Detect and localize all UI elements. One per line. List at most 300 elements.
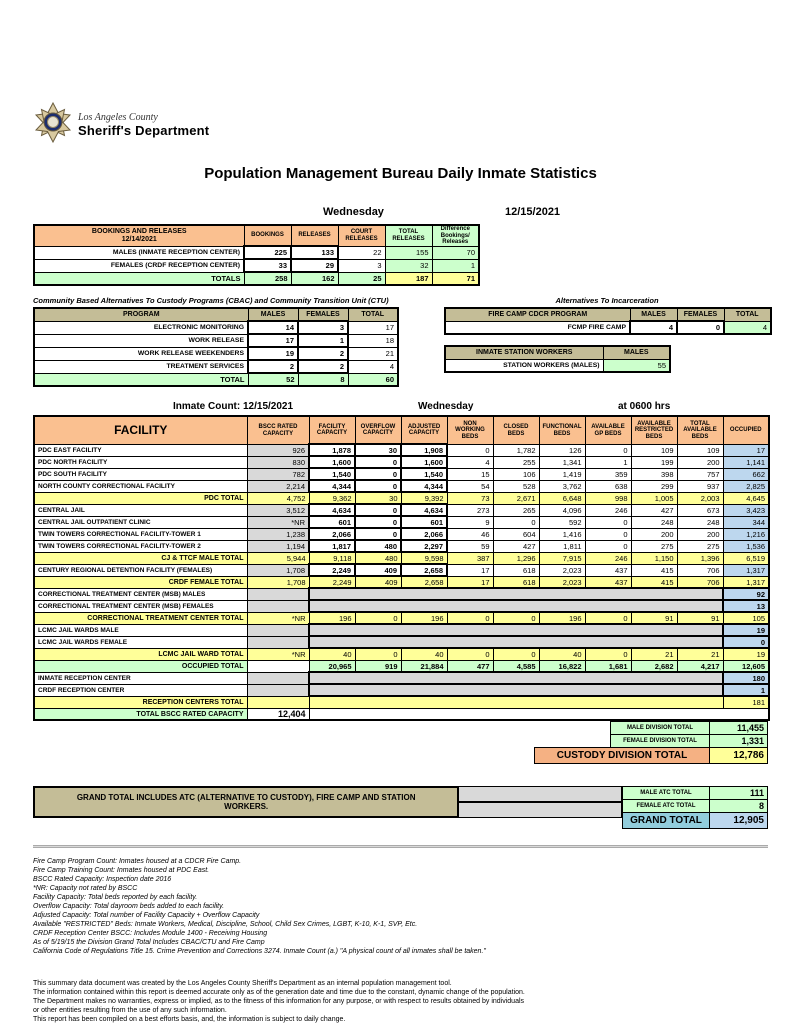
table-cell: 926 <box>247 444 309 456</box>
table-row <box>535 735 768 748</box>
table-cell: 0 <box>585 516 631 528</box>
table-cell <box>247 636 309 648</box>
table-cell: 427 <box>631 504 677 516</box>
table-cell: 4,634 <box>401 504 447 516</box>
col-occupied: OCCUPIED <box>723 416 769 444</box>
table-cell: 4 <box>724 321 771 334</box>
table-cell: 3,423 <box>723 504 769 516</box>
table-cell: 12,786 <box>710 748 768 764</box>
table-cell: 0 <box>447 648 493 660</box>
table-cell: CRDF RECEPTION CENTER <box>34 684 247 696</box>
table-cell: FCMP FIRE CAMP <box>445 321 630 334</box>
table-cell: LCMC JAIL WARD TOTAL <box>34 648 247 660</box>
table-cell: 480 <box>355 540 401 552</box>
table-cell: 3 <box>338 259 385 272</box>
table-cell: 11,455 <box>710 722 768 735</box>
col-inmate-station-workers: INMATE STATION WORKERS <box>445 346 603 359</box>
bookings-title-cell <box>34 225 244 246</box>
table-cell: CORRECTIONAL TREATMENT CENTER (MSB) MALES <box>34 588 247 600</box>
table-cell: 1,817 <box>309 540 355 552</box>
table-row <box>34 468 769 480</box>
table-cell: 30 <box>355 492 401 504</box>
table-cell: 1,708 <box>247 576 309 588</box>
table-cell: 258 <box>244 272 291 285</box>
table-cell: 4,634 <box>309 504 355 516</box>
table-cell: CENTRAL JAIL <box>34 504 247 516</box>
table-cell: 1,150 <box>631 552 677 564</box>
table-cell: 1,540 <box>401 468 447 480</box>
table-cell: CJ & TTCF MALE TOTAL <box>34 552 247 564</box>
alternatives-section <box>444 286 770 373</box>
table-cell: 2 <box>298 347 348 360</box>
table-cell: 196 <box>539 612 585 624</box>
table-cell: 6,648 <box>539 492 585 504</box>
text-line: This summary data document was created by the Los Angeles County Sheriff's Department as an internal population management tool. <box>33 979 452 987</box>
table-cell: 200 <box>677 456 723 468</box>
table-cell: 22 <box>338 246 385 259</box>
table-cell: 409 <box>355 576 401 588</box>
table-cell: 111 <box>710 787 768 800</box>
table-cell: 265 <box>493 504 539 516</box>
table-cell: 13 <box>723 600 769 612</box>
table-cell: CORRECTIONAL TREATMENT CENTER TOTAL <box>34 612 247 624</box>
cbac-body <box>34 321 398 386</box>
table-row <box>34 684 769 696</box>
grand-total-section <box>33 786 768 829</box>
col-overflow-capacity: OVERFLOW CAPACITY <box>355 416 401 444</box>
table-cell: 4,585 <box>493 660 539 672</box>
table-row <box>34 444 769 456</box>
table-cell: 0 <box>493 516 539 528</box>
table-cell: 54 <box>447 480 493 492</box>
table-cell: 20,965 <box>309 660 355 672</box>
page-title: Population Management Bureau Daily Inmate Statistics <box>204 165 597 182</box>
table-cell: 3,512 <box>247 504 309 516</box>
table-row <box>34 672 769 684</box>
sheriff-star-icon <box>33 100 73 149</box>
table-cell: 17 <box>447 576 493 588</box>
table-cell: 359 <box>585 468 631 480</box>
table-cell: 19 <box>248 347 298 360</box>
table-cell: 998 <box>585 492 631 504</box>
table-cell: 7,915 <box>539 552 585 564</box>
atc-totals-table <box>622 786 768 829</box>
table-cell: 427 <box>493 540 539 552</box>
table-cell: 919 <box>355 660 401 672</box>
table-cell: 2,297 <box>401 540 447 552</box>
table-cell: 2,066 <box>309 528 355 540</box>
table-cell: 246 <box>585 504 631 516</box>
table-cell: 480 <box>355 552 401 564</box>
table-cell <box>247 696 309 708</box>
table-cell: 1 <box>298 334 348 347</box>
table-cell: 618 <box>493 564 539 576</box>
table-row <box>34 564 769 576</box>
table-cell: 0 <box>355 648 401 660</box>
col-closed-beds: CLOSED BEDS <box>493 416 539 444</box>
table-cell: 2,003 <box>677 492 723 504</box>
table-cell: 4,752 <box>247 492 309 504</box>
table-cell: 92 <box>723 588 769 600</box>
station-workers-header-row <box>445 346 670 359</box>
table-cell <box>247 624 309 636</box>
text-line: Facility Capacity: Total beds reported by each facility. <box>33 894 198 902</box>
table-cell: 673 <box>677 504 723 516</box>
text-line: or other entities resulting from the use of any such information. <box>33 1007 227 1015</box>
text-line: Available "RESTRICTED" Beds: Inmate Workers, Medical, Discipline, School, Child Sex Crimes, LGBT, K-10, K-1, SVP, Etc. <box>33 920 418 928</box>
table-cell: 3,762 <box>539 480 585 492</box>
table-cell: 196 <box>401 612 447 624</box>
table-cell: FEMALE DIVISION TOTAL <box>611 735 710 748</box>
table-cell: MALES (INMATE RECEPTION CENTER) <box>34 246 244 259</box>
table-cell: TWIN TOWERS CORRECTIONAL FACILITY-TOWER 2 <box>34 540 247 552</box>
table-row <box>34 516 769 528</box>
col-males: MALES <box>630 308 677 321</box>
table-cell: 60 <box>348 373 398 386</box>
lasd-logo <box>33 100 768 149</box>
table-cell: 40 <box>309 648 355 660</box>
logo-department: Sheriff's Department <box>78 122 210 138</box>
divider <box>33 845 768 848</box>
table-cell: 4 <box>630 321 677 334</box>
table-cell: 1,419 <box>539 468 585 480</box>
table-cell: 199 <box>631 456 677 468</box>
table-row <box>34 480 769 492</box>
report-day-row <box>33 206 768 222</box>
col-functional-beds: FUNCTIONAL BEDS <box>539 416 585 444</box>
col-fire-camp-program: FIRE CAMP CDCR PROGRAM <box>445 308 630 321</box>
table-cell: 200 <box>631 528 677 540</box>
col-adjusted-capacity: ADJUSTED CAPACITY <box>401 416 447 444</box>
table-cell: 1,600 <box>309 456 355 468</box>
table-cell: 248 <box>677 516 723 528</box>
table-cell: 0 <box>493 612 539 624</box>
bookings-header-row <box>34 225 479 246</box>
table-cell: 1,878 <box>309 444 355 456</box>
table-cell: 21 <box>348 347 398 360</box>
table-cell <box>309 696 723 708</box>
table-cell: 55 <box>603 359 670 372</box>
atc-totals <box>622 786 768 829</box>
table-cell: 19 <box>723 624 769 636</box>
col-program: PROGRAM <box>34 308 248 321</box>
table-cell: 3 <box>298 321 348 334</box>
table-cell: RECEPTION CENTERS TOTAL <box>34 696 247 708</box>
table-cell: 15 <box>447 468 493 480</box>
table-cell: 73 <box>447 492 493 504</box>
col-bookings: BOOKINGS <box>244 225 291 246</box>
table-cell: 415 <box>631 576 677 588</box>
table-row <box>34 528 769 540</box>
table-cell: 106 <box>493 468 539 480</box>
table-cell: 91 <box>631 612 677 624</box>
table-cell: 12,905 <box>710 813 768 829</box>
table-cell: 133 <box>291 246 338 259</box>
table-cell: 0 <box>355 456 401 468</box>
table-row <box>623 813 768 829</box>
table-row <box>34 600 769 612</box>
table-cell: 155 <box>385 246 432 259</box>
table-cell <box>247 684 309 696</box>
table-cell: 71 <box>432 272 479 285</box>
table-cell: 275 <box>677 540 723 552</box>
table-cell: 32 <box>385 259 432 272</box>
table-cell: FEMALE ATC TOTAL <box>623 800 710 813</box>
table-cell: 4,344 <box>401 480 447 492</box>
disclaimer <box>33 979 768 1024</box>
logo-county: Los Angeles County <box>78 111 158 123</box>
table-row <box>34 552 769 564</box>
table-cell: 70 <box>432 246 479 259</box>
table-cell: 4,344 <box>309 480 355 492</box>
facility-header-row <box>34 416 769 444</box>
table-cell: 601 <box>309 516 355 528</box>
division-totals <box>33 721 768 764</box>
table-cell: 4,217 <box>677 660 723 672</box>
table-row <box>34 456 769 468</box>
col-bscc-rated-capacity: BSCC RATED CAPACITY <box>247 416 309 444</box>
table-cell: 162 <box>291 272 338 285</box>
table-cell: 1,317 <box>723 564 769 576</box>
table-cell: 1,331 <box>710 735 768 748</box>
facility-table <box>33 415 770 721</box>
table-cell: 2,249 <box>309 576 355 588</box>
col-difference: Difference Bookings/ Releases <box>432 225 479 246</box>
table-cell: TOTAL BSCC RATED CAPACITY <box>34 708 247 720</box>
table-cell: 255 <box>493 456 539 468</box>
table-cell: 757 <box>677 468 723 480</box>
table-cell: PDC EAST FACILITY <box>34 444 247 456</box>
table-cell: CENTRAL JAIL OUTPATIENT CLINIC <box>34 516 247 528</box>
table-cell: 2,023 <box>539 576 585 588</box>
col-available-gp-beds: AVAILABLE GP BEDS <box>585 416 631 444</box>
table-cell: 2,671 <box>493 492 539 504</box>
table-cell: 0 <box>355 528 401 540</box>
atc-totals-body <box>623 787 768 829</box>
table-cell <box>309 672 723 684</box>
table-cell: 1,782 <box>493 444 539 456</box>
table-cell: 246 <box>585 552 631 564</box>
table-cell: 2,023 <box>539 564 585 576</box>
table-cell: 0 <box>493 648 539 660</box>
table-cell: 273 <box>447 504 493 516</box>
table-cell: 0 <box>585 444 631 456</box>
table-row <box>34 636 769 648</box>
table-row <box>34 347 398 360</box>
table-cell: 275 <box>631 540 677 552</box>
table-cell: 9,598 <box>401 552 447 564</box>
table-cell: 0 <box>677 321 724 334</box>
table-cell <box>309 636 723 648</box>
table-cell: CENTURY REGIONAL DETENTION FACILITY (FEMALES) <box>34 564 247 576</box>
gray-cell <box>459 802 622 818</box>
table-cell: CUSTODY DIVISION TOTAL <box>535 748 710 764</box>
table-cell: 4,096 <box>539 504 585 516</box>
table-cell: STATION WORKERS (MALES) <box>445 359 603 372</box>
table-cell: 1,600 <box>401 456 447 468</box>
table-row <box>623 800 768 813</box>
table-cell: 0 <box>355 468 401 480</box>
table-cell: 604 <box>493 528 539 540</box>
table-cell: 14 <box>248 321 298 334</box>
table-cell: 5,944 <box>247 552 309 564</box>
table-cell <box>247 672 309 684</box>
table-cell: 1,540 <box>309 468 355 480</box>
table-cell: 225 <box>244 246 291 259</box>
table-cell <box>247 588 309 600</box>
table-cell: 1,296 <box>493 552 539 564</box>
col-facility: FACILITY <box>34 416 247 444</box>
table-cell <box>247 600 309 612</box>
table-row <box>34 360 398 373</box>
division-totals-body <box>535 722 768 764</box>
table-cell: LCMC JAIL WARDS FEMALE <box>34 636 247 648</box>
text-line: CRDF Reception Center BSCC: Includes Module 1400 - Receiving Housing <box>33 929 268 937</box>
table-cell: 8 <box>710 800 768 813</box>
table-cell <box>309 588 723 600</box>
table-cell: 196 <box>309 612 355 624</box>
table-cell: 937 <box>677 480 723 492</box>
table-cell: 706 <box>677 576 723 588</box>
table-cell <box>247 660 309 672</box>
table-cell: 0 <box>585 540 631 552</box>
table-cell: INMATE RECEPTION CENTER <box>34 672 247 684</box>
table-row <box>34 334 398 347</box>
bookings-releases-table <box>33 224 480 286</box>
table-cell: 1,708 <box>247 564 309 576</box>
text-line: As of 5/19/15 the Division Grand Total Includes CBAC/CTU and Fire Camp <box>33 938 265 946</box>
table-cell: TREATMENT SERVICES <box>34 360 248 373</box>
table-cell: 0 <box>355 516 401 528</box>
table-cell: 0 <box>447 612 493 624</box>
col-total: TOTAL <box>348 308 398 321</box>
alternatives-title: Alternatives To Incarceration <box>555 296 659 306</box>
cbac-title: Community Based Alternatives To Custody Programs (CBAC) and Community Transition Unit (CTU) <box>33 296 389 306</box>
table-cell: 0 <box>355 504 401 516</box>
col-males: MALES <box>248 308 298 321</box>
table-cell: 0 <box>447 444 493 456</box>
table-cell: 21 <box>677 648 723 660</box>
table-cell: GRAND TOTAL <box>623 813 710 829</box>
cbac-section <box>33 286 399 387</box>
table-cell: 638 <box>585 480 631 492</box>
table-row <box>34 272 479 285</box>
text-line: Fire Camp Program Count: Inmates housed at a CDCR Fire Camp. <box>33 858 242 866</box>
table-cell: PDC NORTH FACILITY <box>34 456 247 468</box>
table-cell: 2,658 <box>401 564 447 576</box>
table-cell: 180 <box>723 672 769 684</box>
col-available-restricted-beds: AVAILABLE RESTRICTED BEDS <box>631 416 677 444</box>
table-row <box>623 787 768 800</box>
table-cell: 91 <box>677 612 723 624</box>
table-cell: 299 <box>631 480 677 492</box>
table-cell: WORK RELEASE WEEKENDERS <box>34 347 248 360</box>
table-cell: NORTH COUNTY CORRECTIONAL FACILITY <box>34 480 247 492</box>
table-cell: 248 <box>631 516 677 528</box>
table-row <box>445 321 771 334</box>
table-cell: 0 <box>355 480 401 492</box>
cbac-header-row <box>34 308 398 321</box>
table-cell <box>535 735 611 748</box>
col-females: FEMALES <box>677 308 724 321</box>
table-cell: 387 <box>447 552 493 564</box>
fire-camp-body <box>445 321 771 334</box>
table-cell: 9,118 <box>309 552 355 564</box>
table-cell: 1,317 <box>723 576 769 588</box>
fire-camp-header-row <box>445 308 771 321</box>
table-cell: 1,908 <box>401 444 447 456</box>
cbac-table <box>33 307 399 387</box>
table-row <box>34 259 479 272</box>
col-total-available-beds: TOTAL AVAILABLE BEDS <box>677 416 723 444</box>
table-cell: PDC TOTAL <box>34 492 247 504</box>
table-cell: *NR <box>247 516 309 528</box>
table-cell: CRDF FEMALE TOTAL <box>34 576 247 588</box>
col-releases: RELEASES <box>291 225 338 246</box>
fire-camp-table <box>444 307 772 335</box>
table-row <box>445 359 670 372</box>
table-cell: 12,605 <box>723 660 769 672</box>
table-cell: 1 <box>723 684 769 696</box>
table-row <box>34 373 398 386</box>
table-cell: 2,825 <box>723 480 769 492</box>
table-cell: 9,362 <box>309 492 355 504</box>
table-cell: 17 <box>248 334 298 347</box>
table-cell: *NR <box>247 612 309 624</box>
table-cell: 601 <box>401 516 447 528</box>
footnotes <box>33 858 768 956</box>
table-row <box>34 696 769 708</box>
table-cell: 0 <box>585 528 631 540</box>
col-non-working-beds: NON WORKING BEDS <box>447 416 493 444</box>
table-cell: ELECTRONIC MONITORING <box>34 321 248 334</box>
table-cell: 12,404 <box>247 708 309 720</box>
text-line: Overflow Capacity: Total dayroom beds added to each facility. <box>33 903 225 911</box>
table-row <box>34 708 769 720</box>
table-row <box>34 588 769 600</box>
table-cell: MALE ATC TOTAL <box>623 787 710 800</box>
table-cell: 830 <box>247 456 309 468</box>
table-cell: 187 <box>385 272 432 285</box>
table-cell <box>309 600 723 612</box>
table-cell: 17 <box>723 444 769 456</box>
table-cell: 30 <box>355 444 401 456</box>
table-cell: 1,194 <box>247 540 309 552</box>
table-cell: 40 <box>401 648 447 660</box>
table-cell: 2,214 <box>247 480 309 492</box>
bookings-title: BOOKINGS AND RELEASES <box>91 228 187 236</box>
table-cell: 437 <box>585 576 631 588</box>
station-workers-table <box>444 345 671 373</box>
text-line: *NR: Capacity not rated by BSCC <box>33 885 138 893</box>
table-row <box>535 748 768 764</box>
col-total: TOTAL <box>724 308 771 321</box>
table-cell: WORK RELEASE <box>34 334 248 347</box>
table-cell: 59 <box>447 540 493 552</box>
col-facility-capacity: FACILITY CAPACITY <box>309 416 355 444</box>
table-cell: 8 <box>298 373 348 386</box>
table-cell: 0 <box>723 636 769 648</box>
table-row <box>535 722 768 735</box>
table-cell: 344 <box>723 516 769 528</box>
table-cell: 409 <box>355 564 401 576</box>
table-cell: TWIN TOWERS CORRECTIONAL FACILITY-TOWER 1 <box>34 528 247 540</box>
table-cell: 1 <box>585 456 631 468</box>
table-cell: CORRECTIONAL TREATMENT CENTER (MSB) FEMALES <box>34 600 247 612</box>
inmate-count-time: at 0600 hrs <box>618 401 671 413</box>
table-cell: 19 <box>723 648 769 660</box>
table-cell: 33 <box>244 259 291 272</box>
